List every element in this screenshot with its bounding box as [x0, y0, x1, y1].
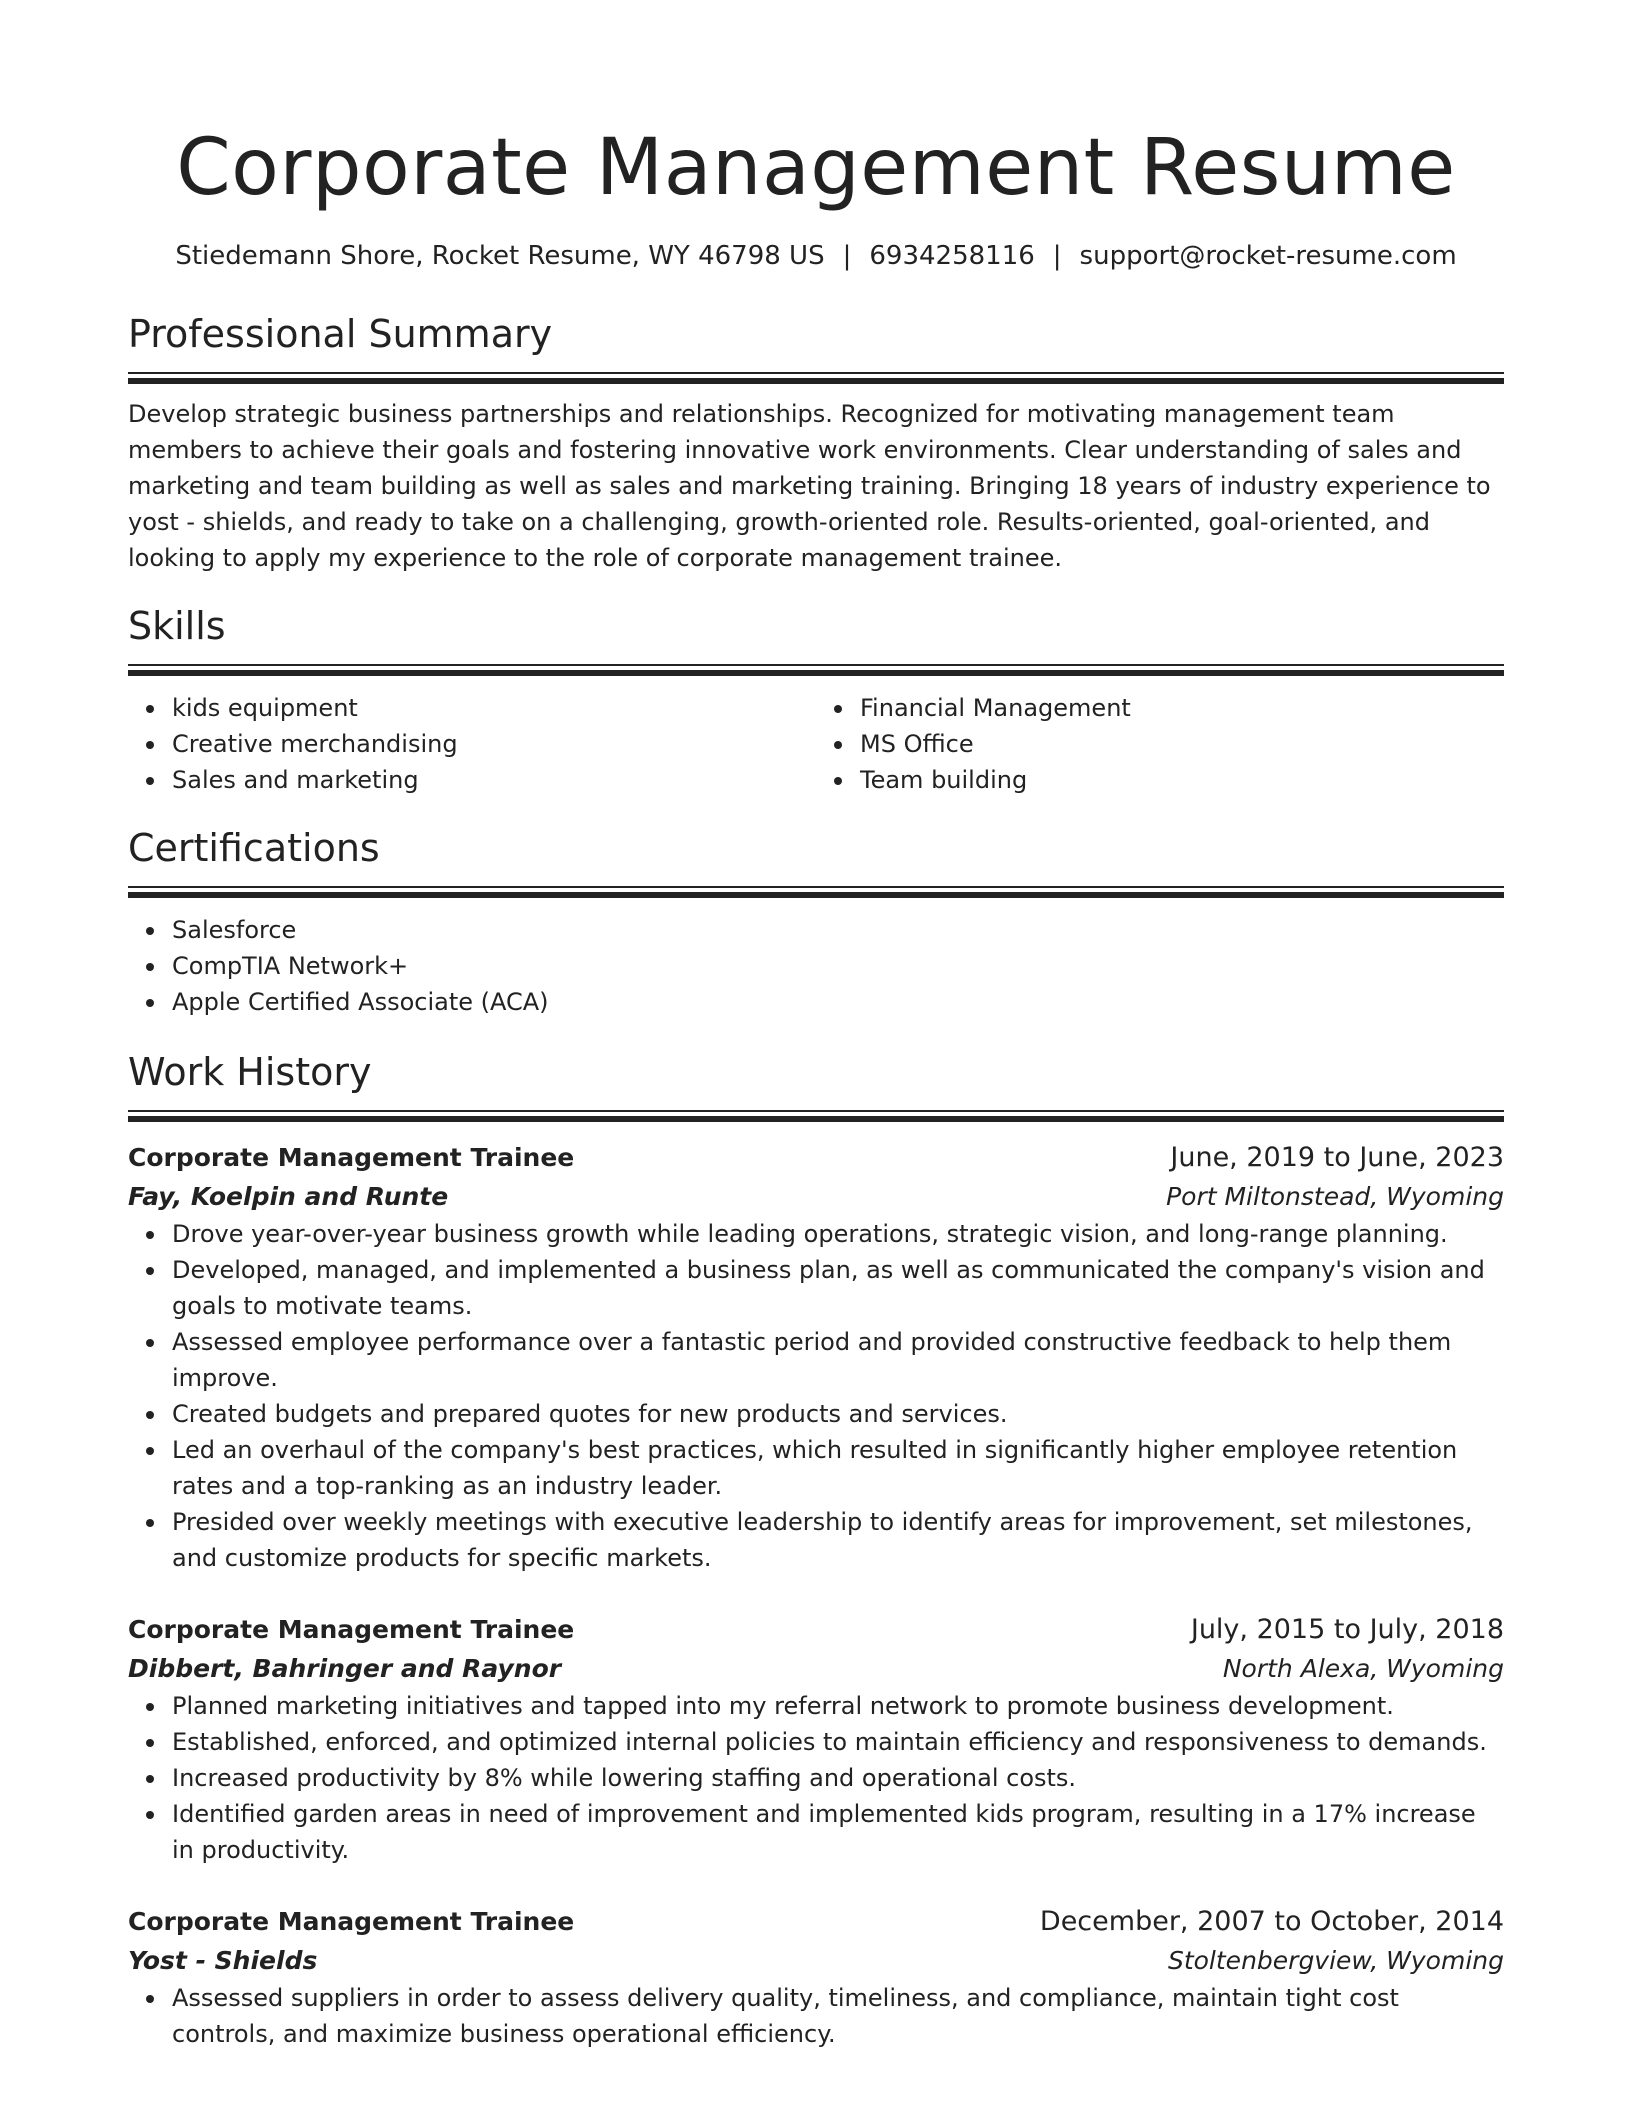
job-title: Corporate Management Trainee [128, 1143, 575, 1172]
list-item: Identified garden areas in need of improvement and implemented kids program, resulting in a 17% increase in productivity. [172, 1796, 1504, 1868]
jobs-container [128, 1138, 1504, 2052]
contact-phone[interactable]: 6934258116 [869, 241, 1035, 271]
skills-list-left [128, 690, 816, 798]
job-dates: July, 2015 to July, 2018 [1190, 1614, 1504, 1645]
contact-separator: | [842, 241, 852, 271]
job-bullets [128, 1216, 1504, 1576]
job-subheader [128, 1942, 1504, 1980]
job-title: Corporate Management Trainee [128, 1907, 575, 1936]
list-item: Developed, managed, and implemented a business plan, as well as communicated the company's vision and goals to motivate teams. [172, 1252, 1504, 1324]
list-item: Established, enforced, and optimized internal policies to maintain efficiency and responsiveness to demands. [172, 1724, 1504, 1760]
list-item: CompTIA Network+ [172, 948, 1504, 984]
job-location: Port Miltonstead, Wyoming [1166, 1182, 1504, 1211]
contact-address: Stiedemann Shore, Rocket Resume, WY 46798 US [175, 241, 825, 271]
list-item: Drove year-over-year business growth while leading operations, strategic vision, and long-range planning. [172, 1216, 1504, 1252]
list-item: Created budgets and prepared quotes for new products and services. [172, 1396, 1504, 1432]
list-item: Presided over weekly meetings with executive leadership to identify areas for improvement, set milestones, and customize products for specific markets. [172, 1504, 1504, 1576]
section-divider [128, 1110, 1504, 1122]
contact-separator: | [1052, 241, 1062, 271]
section-divider [128, 372, 1504, 384]
list-item: Team building [860, 762, 1504, 798]
list-item: Apple Certified Associate (ACA) [172, 984, 1504, 1020]
certifications-section [128, 824, 1504, 1020]
contact-email[interactable]: support@rocket-resume.com [1079, 241, 1457, 271]
job-company: Dibbert, Bahringer and Raynor [128, 1654, 562, 1683]
job-company: Yost - Shields [128, 1946, 318, 1975]
certifications-heading: Certifications [128, 826, 380, 870]
list-item: Planned marketing initiatives and tapped into my referral network to promote business development. [172, 1688, 1504, 1724]
list-item: Assessed suppliers in order to assess delivery quality, timeliness, and compliance, maintain tight cost controls, and maximize business operational efficiency. [172, 1980, 1504, 2052]
job-entry [128, 1902, 1504, 2052]
section-divider [128, 664, 1504, 676]
list-item: Financial Management [860, 690, 1504, 726]
job-location: North Alexa, Wyoming [1222, 1654, 1504, 1683]
job-bullets [128, 1980, 1504, 2052]
skills-section [128, 602, 1504, 798]
list-item: Assessed employee performance over a fantastic period and provided constructive feedback to help them improve. [172, 1324, 1504, 1396]
skills-heading: Skills [128, 604, 226, 648]
job-subheader [128, 1178, 1504, 1216]
resume-page [128, 0, 1504, 2052]
summary-section [128, 310, 1504, 576]
job-subheader [128, 1650, 1504, 1688]
summary-heading: Professional Summary [128, 312, 553, 356]
list-item: Sales and marketing [172, 762, 816, 798]
job-header [128, 1138, 1504, 1178]
job-location: Stoltenbergview, Wyoming [1167, 1946, 1504, 1975]
skills-grid [128, 690, 1504, 798]
job-bullets [128, 1688, 1504, 1868]
skills-list-right [816, 690, 1504, 798]
work-history-section [128, 1048, 1504, 2052]
job-dates: June, 2019 to June, 2023 [1170, 1142, 1504, 1173]
job-entry [128, 1138, 1504, 1576]
job-dates: December, 2007 to October, 2014 [1039, 1906, 1504, 1937]
section-divider [128, 886, 1504, 898]
list-item: Creative merchandising [172, 726, 816, 762]
certifications-list [128, 912, 1504, 1020]
job-entry [128, 1610, 1504, 1868]
resume-title: Corporate Management Resume [176, 123, 1456, 213]
job-title: Corporate Management Trainee [128, 1615, 575, 1644]
list-item: Led an overhaul of the company's best practices, which resulted in significantly higher employee retention rates and a top-ranking as an industry leader. [172, 1432, 1504, 1504]
list-item: Salesforce [172, 912, 1504, 948]
summary-text: Develop strategic business partnerships and relationships. Recognized for motivating management team members to achieve their goals and fostering innovative work environments. Clear understanding of sales and marketing and team building as well as sales and marketing training. Bringing 18 years of industry experience to yost - shields, and ready to take on a challenging, growth-oriented role. Results-oriented, goal-oriented, and looking to apply my experience to the role of corporate management trainee. [128, 400, 1491, 572]
job-header [128, 1610, 1504, 1650]
list-item: kids equipment [172, 690, 816, 726]
job-company: Fay, Koelpin and Runte [128, 1182, 449, 1211]
list-item: Increased productivity by 8% while lowering staffing and operational costs. [172, 1760, 1504, 1796]
work-history-heading: Work History [128, 1050, 372, 1094]
job-header [128, 1902, 1504, 1942]
list-item: MS Office [860, 726, 1504, 762]
contact-line [128, 238, 1504, 274]
